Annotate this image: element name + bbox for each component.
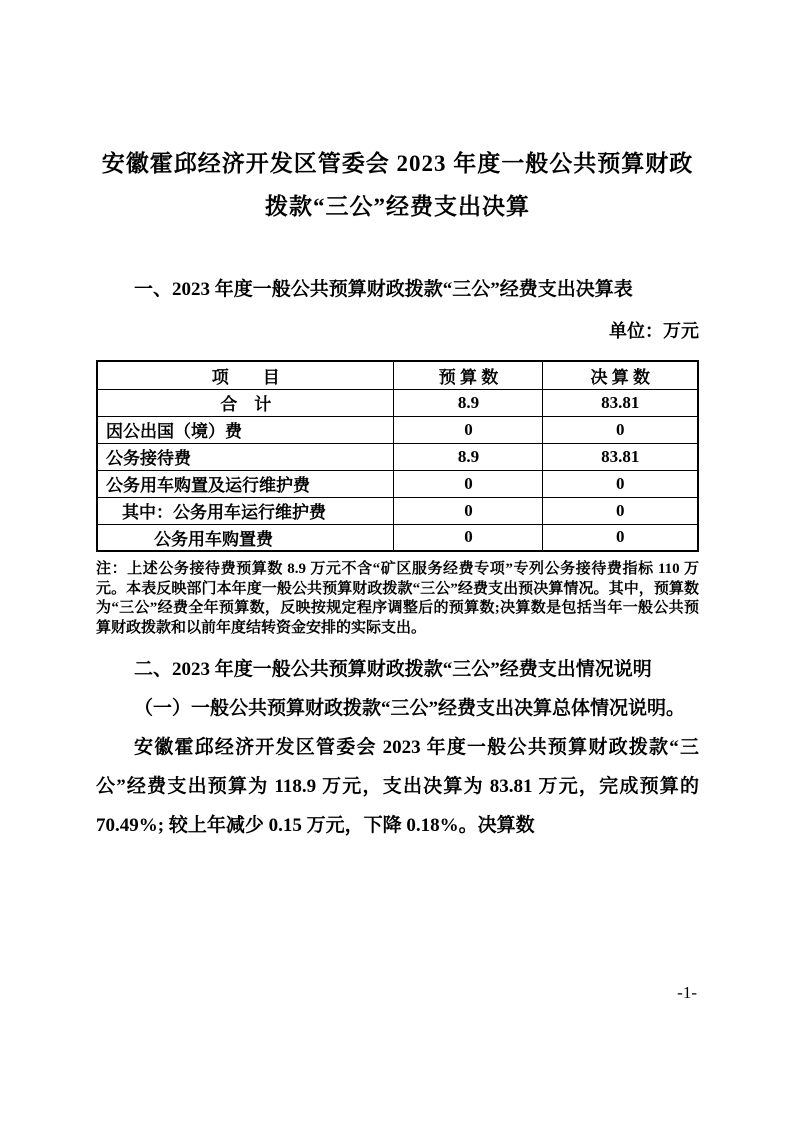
- table-row: [97, 389, 698, 416]
- table-note: 注：上述公务接待费预算数 8.9 万元不含“矿区服务经费专项”专列公务接待费指标 110 万元。本表反映部门本年度一般公共预算财政拨款“三公”经费支出预决算情况。其中，预算数为“三公”经费全年预算数，反映按规定程序调整后的预算数;决算数是包括当年一般公共预算财政拨款和以前年度结转资金安排的实际支出。: [96, 561, 699, 636]
- subsection1-heading: （一）一般公共预算财政拨款“三公”经费支出决算总体情况说明。: [134, 698, 686, 720]
- table-row: [97, 443, 698, 470]
- table-row: [97, 524, 698, 551]
- cell-budget: 0: [394, 470, 543, 497]
- cell-item: 公务用车购置及运行维护费: [97, 470, 394, 497]
- section2-heading: 二、2023 年度一般公共预算财政拨款“三公”经费支出情况说明: [134, 659, 652, 681]
- cell-budget: 0: [394, 524, 543, 551]
- cell-final: 83.81: [543, 389, 698, 416]
- header-final: 决 算 数: [543, 361, 698, 389]
- cell-final: 83.81: [543, 443, 698, 470]
- table-row: [97, 470, 698, 497]
- cell-final: 0: [543, 497, 698, 524]
- cell-item: 合 计: [97, 389, 394, 416]
- body-paragraph: 安徽霍邱经济开发区管委会 2023 年度一般公共预算财政拨款“三公”经费支出预算为 118.9 万元，支出决算为 83.81 万元，完成预算的 70.49%; 较上年减少 0.15 万元，下降 0.18%。决算数: [96, 737, 699, 837]
- document-title: [96, 142, 699, 228]
- cell-budget: 0: [394, 416, 543, 443]
- cell-item: 其中：公务用车运行维护费: [97, 497, 394, 524]
- document-title-line1: 安徽霍邱经济开发区管委会 2023 年度一般公共预算财政: [101, 151, 694, 176]
- cell-budget: 0: [394, 497, 543, 524]
- cell-budget: 8.9: [394, 443, 543, 470]
- cell-budget: 8.9: [394, 389, 543, 416]
- cell-final: 0: [543, 524, 698, 551]
- table-row: [97, 416, 698, 443]
- table-row: [97, 497, 698, 524]
- header-item: 项 目: [97, 361, 394, 389]
- cell-item: 因公出国（境）费: [97, 416, 394, 443]
- page-number: -1-: [677, 983, 697, 1002]
- unit-label: 单位：万元: [609, 321, 699, 341]
- cell-item: 公务接待费: [97, 443, 394, 470]
- header-budget: 预 算 数: [394, 361, 543, 389]
- document-title-line2: 拨款“三公”经费支出决算: [265, 194, 530, 219]
- table-header-row: [97, 361, 698, 389]
- section1-heading: 一、2023 年度一般公共预算财政拨款“三公”经费支出决算表: [134, 279, 633, 300]
- cell-final: 0: [543, 416, 698, 443]
- expense-table: [96, 360, 699, 552]
- expense-table-rows: [97, 389, 698, 551]
- cell-item: 公务用车购置费: [97, 524, 394, 551]
- page-content: [96, 0, 699, 845]
- cell-final: 0: [543, 470, 698, 497]
